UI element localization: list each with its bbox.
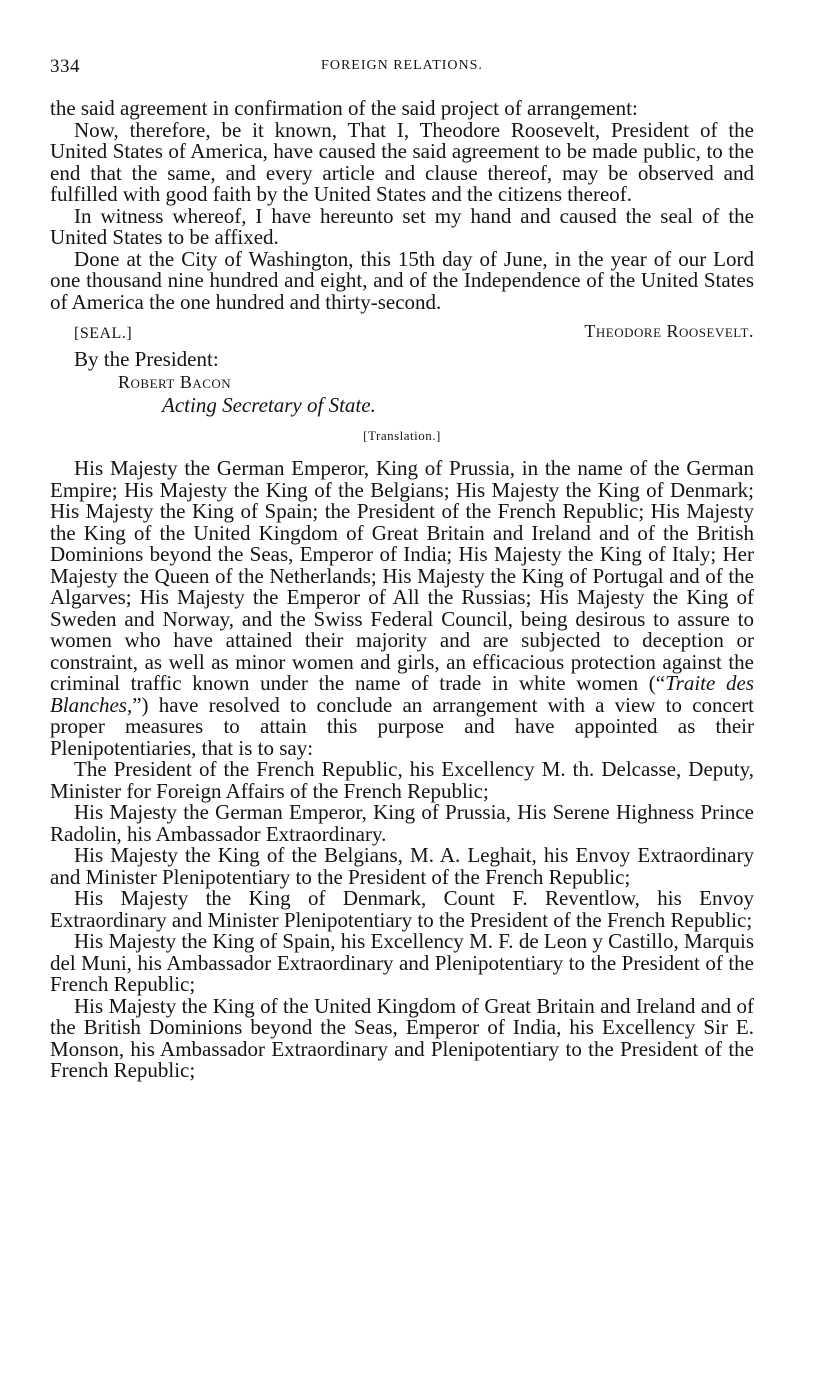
preamble-paragraph xyxy=(50,458,754,759)
preamble-italic-term: Traite des Blanches, xyxy=(50,671,754,717)
translation-label: [Translation.] xyxy=(363,428,441,443)
countersigner-title: Acting Secretary of State. xyxy=(162,393,376,417)
page-number: 334 xyxy=(50,56,80,77)
by-line: By the President: xyxy=(74,347,219,371)
paragraph: Now, therefore, be it known, That I, Theodore Roosevelt, President of the United States of America, have caused the said agreement to be made public, to the end that the same, and every article and clause thereof, may be observed and fulfilled with good faith by the United States and the citizens thereof. xyxy=(50,117,754,206)
preamble-text: His Majesty the German Emperor, King of Prussia, in the name of the German Empire; His Majesty the King of the Belgians; His Majesty the King of Denmark; His Majesty the King of Spain; the President of the French Republic; His Majesty the King of the United Kingdom of Great Britain and Ireland and of the British Dominions beyond the Seas, Emperor of India; His Majesty the King of Italy; Her Majesty the Queen of the Netherlands; His Majesty the King of Portugal and of the Algarves; His Majesty the Emperor of All the Russias; His Majesty the King of Sweden and Norway, and the Swiss Federal Council, being desirous to assure to women who have attained their majority and are subjected to deception or constraint, as well as minor women and girls, an efficacious protection against the criminal traffic known under the name of trade in white women (“ xyxy=(50,456,754,695)
plenipotentiary-paragraph: His Majesty the German Emperor, King of Prussia, His Serene Highness Prince Radolin, his Ambassador Extraordinary. xyxy=(50,800,754,846)
paragraph: In witness whereof, I have hereunto set my hand and caused the seal of the United States to be affixed. xyxy=(50,203,754,249)
arrangement-text xyxy=(50,458,754,1082)
plenipotentiary-paragraph: His Majesty the King of the United Kingdom of Great Britain and Ireland and of the British Dominions beyond the Seas, Emperor of India, his Excellency Sir E. Monson, his Ambassador Extraordinary and Plenipotentiary to the President of the French Republic; xyxy=(50,993,754,1082)
proclamation-text xyxy=(50,98,754,313)
paragraph: Done at the City of Washington, this 15th day of June, in the year of our Lord one thousand nine hundred and eight, and of the Independence of the United States of America the one hundred and thirty-second. xyxy=(50,246,754,314)
signer-name: Theodore Roosevelt. xyxy=(584,321,754,341)
seal-mark: [SEAL.] xyxy=(74,325,133,342)
countersigner-name: Robert Bacon xyxy=(118,372,232,392)
document-page xyxy=(50,56,754,1082)
page-header xyxy=(50,56,754,82)
running-title: FOREIGN RELATIONS. xyxy=(321,58,483,73)
plenipotentiary-paragraph: His Majesty the King of Denmark, Count F. Reventlow, his Envoy Extraordinary and Minister Plenipotentiary to the President of the French Republic; xyxy=(50,886,754,932)
signature-row xyxy=(50,317,754,347)
plenipotentiary-paragraph: The President of the French Republic, his Excellency M. th. Delcasse, Deputy, Minister for Foreign Affairs of the French Republic; xyxy=(50,757,754,803)
preamble-text-end: ”) have resolved to conclude an arrangement with a view to concert proper measures to attain this purpose and have appointed as their Plenipotentiaries, that is to say: xyxy=(50,692,754,760)
paragraph: the said agreement in confirmation of the said project of arrangement: xyxy=(50,96,638,120)
plenipotentiary-paragraph: His Majesty the King of the Belgians, M. A. Leghait, his Envoy Extraordinary and Minister Plenipotentiary to the President of the French Republic; xyxy=(50,843,754,889)
plenipotentiary-paragraph: His Majesty the King of Spain, his Excellency M. F. de Leon y Castillo, Marquis del Muni, his Ambassador Extraordinary and Plenipotentiary to the President of the French Republic; xyxy=(50,929,754,996)
